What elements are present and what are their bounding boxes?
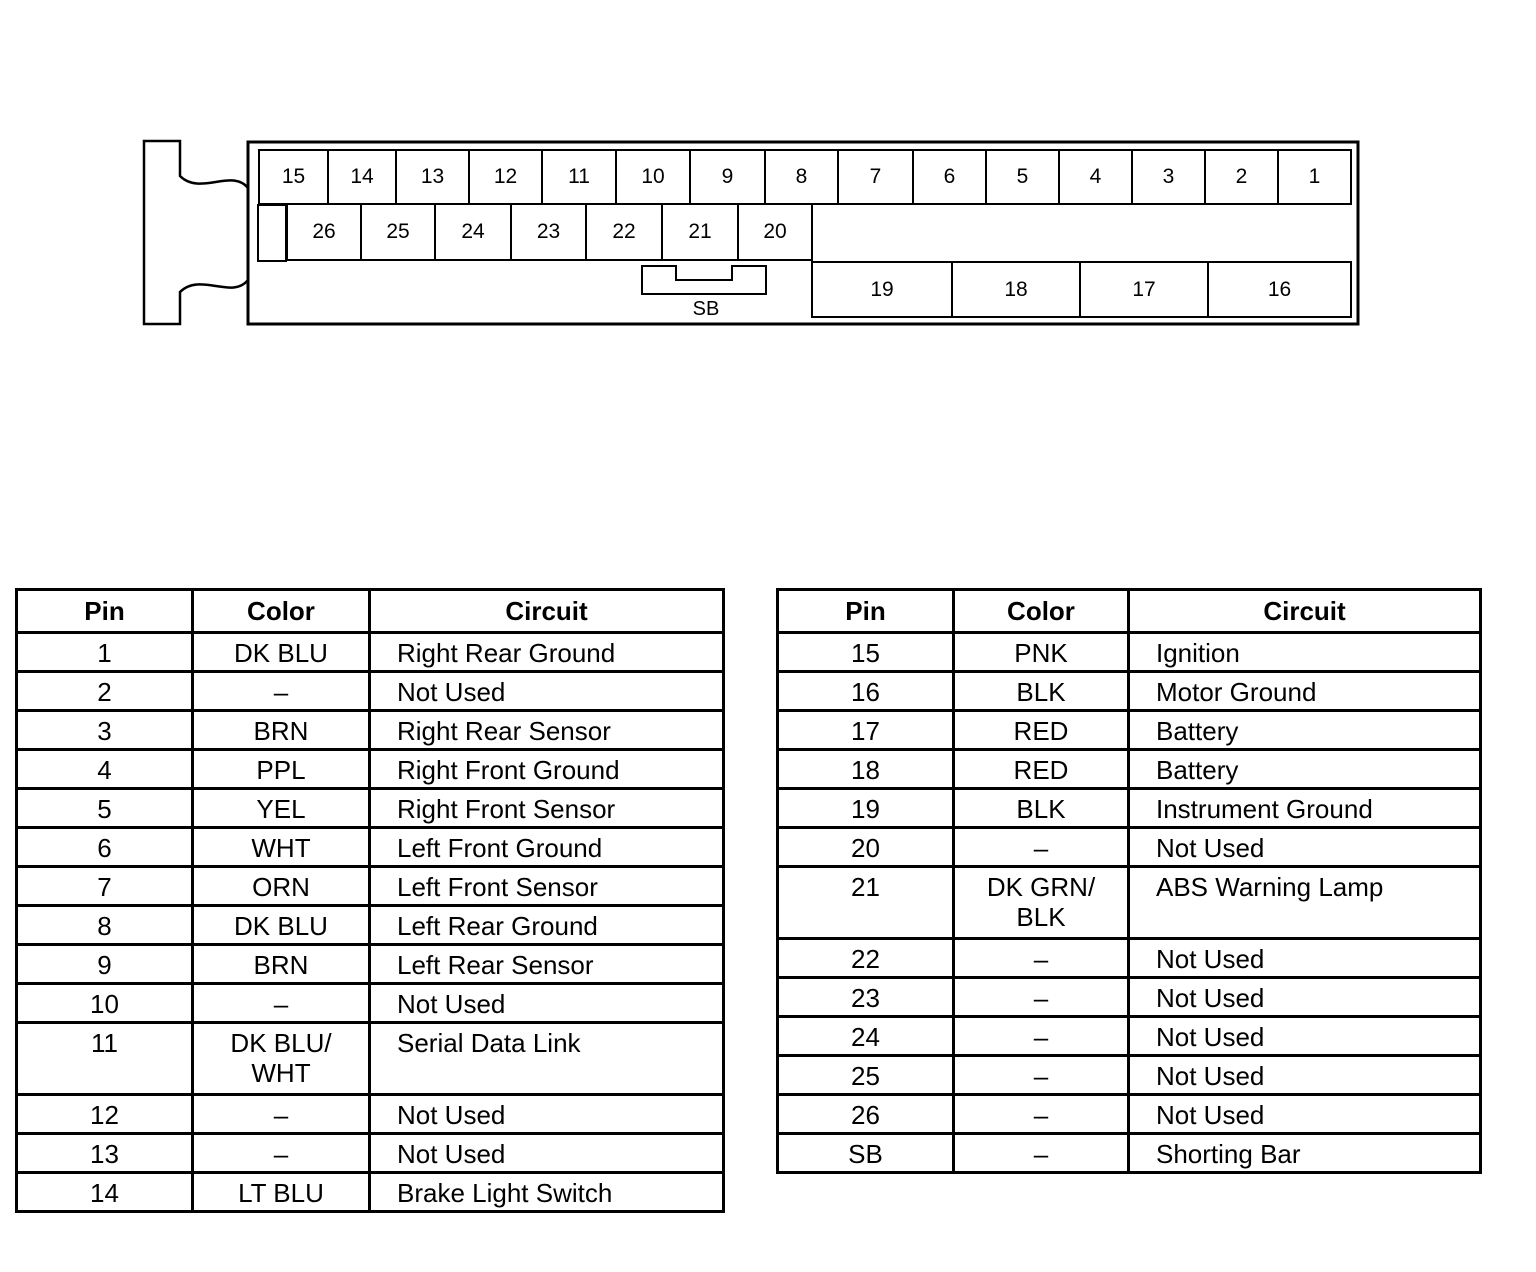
circuit-cell: Battery (1129, 750, 1481, 789)
color-cell: – (954, 978, 1129, 1017)
table-row (778, 978, 1481, 1017)
table-row (778, 1017, 1481, 1056)
table-row (17, 633, 724, 672)
table-row (778, 1056, 1481, 1095)
table-row (17, 906, 724, 945)
pin-cell: 9 (17, 945, 193, 984)
connector-middle-pin-4: 23 (510, 203, 587, 261)
connector-middle-pin-6: 21 (661, 203, 739, 261)
color-cell: – (954, 939, 1129, 978)
circuit-cell: ABS Warning Lamp (1129, 867, 1481, 939)
pin-cell: 21 (778, 867, 954, 939)
table-row (17, 789, 724, 828)
color-cell: YEL (193, 789, 370, 828)
pin-cell: 23 (778, 978, 954, 1017)
connector-top-pin-15: 1 (1277, 149, 1352, 205)
header-circuit: Circuit (1129, 590, 1481, 633)
connector-top-pin-13: 3 (1131, 149, 1206, 205)
circuit-cell: Left Rear Sensor (370, 945, 724, 984)
connector-middle-pin-5: 22 (585, 203, 663, 261)
pin-cell: 13 (17, 1134, 193, 1173)
connector-bottom-pin-3: 17 (1079, 261, 1209, 318)
pin-cell: 15 (778, 633, 954, 672)
connector-middle-pin-3: 24 (434, 203, 512, 261)
connector-top-pin-14: 2 (1204, 149, 1279, 205)
header-color: Color (954, 590, 1129, 633)
color-cell: BRN (193, 945, 370, 984)
header-pin: Pin (17, 590, 193, 633)
pinout-table-left (15, 588, 725, 1213)
header-circuit: Circuit (370, 590, 724, 633)
table-row (17, 984, 724, 1023)
circuit-cell: Serial Data Link (370, 1023, 724, 1095)
pin-cell: 11 (17, 1023, 193, 1095)
pin-cell: 6 (17, 828, 193, 867)
connector-middle-pin-1: 26 (286, 203, 362, 261)
color-cell: RED (954, 711, 1129, 750)
connector-top-pin-7: 9 (689, 149, 766, 205)
color-cell: PNK (954, 633, 1129, 672)
connector-top-pin-11: 5 (985, 149, 1060, 205)
table-row (17, 1023, 724, 1095)
color-cell: DK BLU/ WHT (193, 1023, 370, 1095)
circuit-cell: Right Rear Ground (370, 633, 724, 672)
middle-row-spacer (258, 205, 286, 261)
circuit-cell: Right Front Sensor (370, 789, 724, 828)
connector-top-pin-2: 14 (327, 149, 397, 205)
color-cell: – (954, 1017, 1129, 1056)
pin-cell: 25 (778, 1056, 954, 1095)
circuit-cell: Right Rear Sensor (370, 711, 724, 750)
table-row (778, 789, 1481, 828)
circuit-cell: Not Used (1129, 1095, 1481, 1134)
circuit-cell: Left Front Sensor (370, 867, 724, 906)
circuit-cell: Not Used (370, 1134, 724, 1173)
table-row (778, 1095, 1481, 1134)
table-row (17, 672, 724, 711)
table-row (17, 945, 724, 984)
circuit-cell: Left Rear Ground (370, 906, 724, 945)
color-cell: DK BLU (193, 906, 370, 945)
pin-cell: 17 (778, 711, 954, 750)
pin-cell: 22 (778, 939, 954, 978)
connector-bottom-pin-4: 16 (1207, 261, 1352, 318)
color-cell: – (193, 1134, 370, 1173)
color-cell: DK BLU (193, 633, 370, 672)
pin-cell: 10 (17, 984, 193, 1023)
color-cell: ORN (193, 867, 370, 906)
connector-top-pin-8: 8 (764, 149, 839, 205)
table-row (17, 711, 724, 750)
circuit-cell: Shorting Bar (1129, 1134, 1481, 1173)
shorting-bar-shape (642, 266, 766, 294)
pin-cell: SB (778, 1134, 954, 1173)
table-row (17, 828, 724, 867)
header-color: Color (193, 590, 370, 633)
circuit-cell: Not Used (1129, 939, 1481, 978)
pin-cell: 1 (17, 633, 193, 672)
color-cell: WHT (193, 828, 370, 867)
circuit-cell: Battery (1129, 711, 1481, 750)
pin-cell: 4 (17, 750, 193, 789)
circuit-cell: Not Used (1129, 1017, 1481, 1056)
table-row (17, 867, 724, 906)
color-cell: RED (954, 750, 1129, 789)
pin-cell: 24 (778, 1017, 954, 1056)
circuit-cell: Not Used (370, 1095, 724, 1134)
table-row (778, 633, 1481, 672)
circuit-cell: Not Used (1129, 978, 1481, 1017)
circuit-cell: Left Front Ground (370, 828, 724, 867)
color-cell: – (193, 984, 370, 1023)
connector-bottom-pin-1: 19 (811, 261, 953, 318)
circuit-cell: Not Used (370, 672, 724, 711)
table-header-row (778, 590, 1481, 633)
pin-cell: 14 (17, 1173, 193, 1212)
connector-top-pin-3: 13 (395, 149, 470, 205)
connector-middle-pin-2: 25 (360, 203, 436, 261)
connector-top-pin-6: 10 (615, 149, 691, 205)
pinout-table-right (776, 588, 1482, 1174)
table-header-row (17, 590, 724, 633)
table-row (17, 1173, 724, 1212)
color-cell: DK GRN/ BLK (954, 867, 1129, 939)
color-cell: – (954, 1095, 1129, 1134)
connector-middle-pin-7: 20 (737, 203, 813, 261)
color-cell: BLK (954, 672, 1129, 711)
circuit-cell: Not Used (1129, 828, 1481, 867)
circuit-cell: Ignition (1129, 633, 1481, 672)
pin-cell: 26 (778, 1095, 954, 1134)
circuit-cell: Not Used (1129, 1056, 1481, 1095)
connector-top-pin-9: 7 (837, 149, 914, 205)
table-row (778, 711, 1481, 750)
shorting-bar-label: SB (692, 298, 720, 320)
color-cell: BLK (954, 789, 1129, 828)
pin-cell: 18 (778, 750, 954, 789)
color-cell: BRN (193, 711, 370, 750)
pin-cell: 3 (17, 711, 193, 750)
color-cell: – (954, 828, 1129, 867)
connector-top-pin-10: 6 (912, 149, 987, 205)
connector-bottom-pin-2: 18 (951, 261, 1081, 318)
pin-cell: 2 (17, 672, 193, 711)
circuit-cell: Motor Ground (1129, 672, 1481, 711)
circuit-cell: Not Used (370, 984, 724, 1023)
color-cell: – (193, 1095, 370, 1134)
table-row (778, 939, 1481, 978)
connector-latch (144, 141, 248, 324)
circuit-cell: Instrument Ground (1129, 789, 1481, 828)
color-cell: PPL (193, 750, 370, 789)
color-cell: – (954, 1134, 1129, 1173)
connector-top-pin-12: 4 (1058, 149, 1133, 205)
table-row (778, 1134, 1481, 1173)
pin-cell: 8 (17, 906, 193, 945)
color-cell: LT BLU (193, 1173, 370, 1212)
connector-top-pin-5: 11 (541, 149, 617, 205)
circuit-cell: Right Front Ground (370, 750, 724, 789)
pin-cell: 19 (778, 789, 954, 828)
circuit-cell: Brake Light Switch (370, 1173, 724, 1212)
pin-cell: 5 (17, 789, 193, 828)
pin-cell: 20 (778, 828, 954, 867)
connector-top-pin-1: 15 (258, 149, 329, 205)
pin-cell: 7 (17, 867, 193, 906)
table-row (778, 867, 1481, 939)
color-cell: – (193, 672, 370, 711)
table-row (778, 672, 1481, 711)
table-row (778, 828, 1481, 867)
table-row (778, 750, 1481, 789)
pin-cell: 16 (778, 672, 954, 711)
header-pin: Pin (778, 590, 954, 633)
connector-top-pin-4: 12 (468, 149, 543, 205)
table-row (17, 750, 724, 789)
table-row (17, 1134, 724, 1173)
table-row (17, 1095, 724, 1134)
pin-cell: 12 (17, 1095, 193, 1134)
color-cell: – (954, 1056, 1129, 1095)
